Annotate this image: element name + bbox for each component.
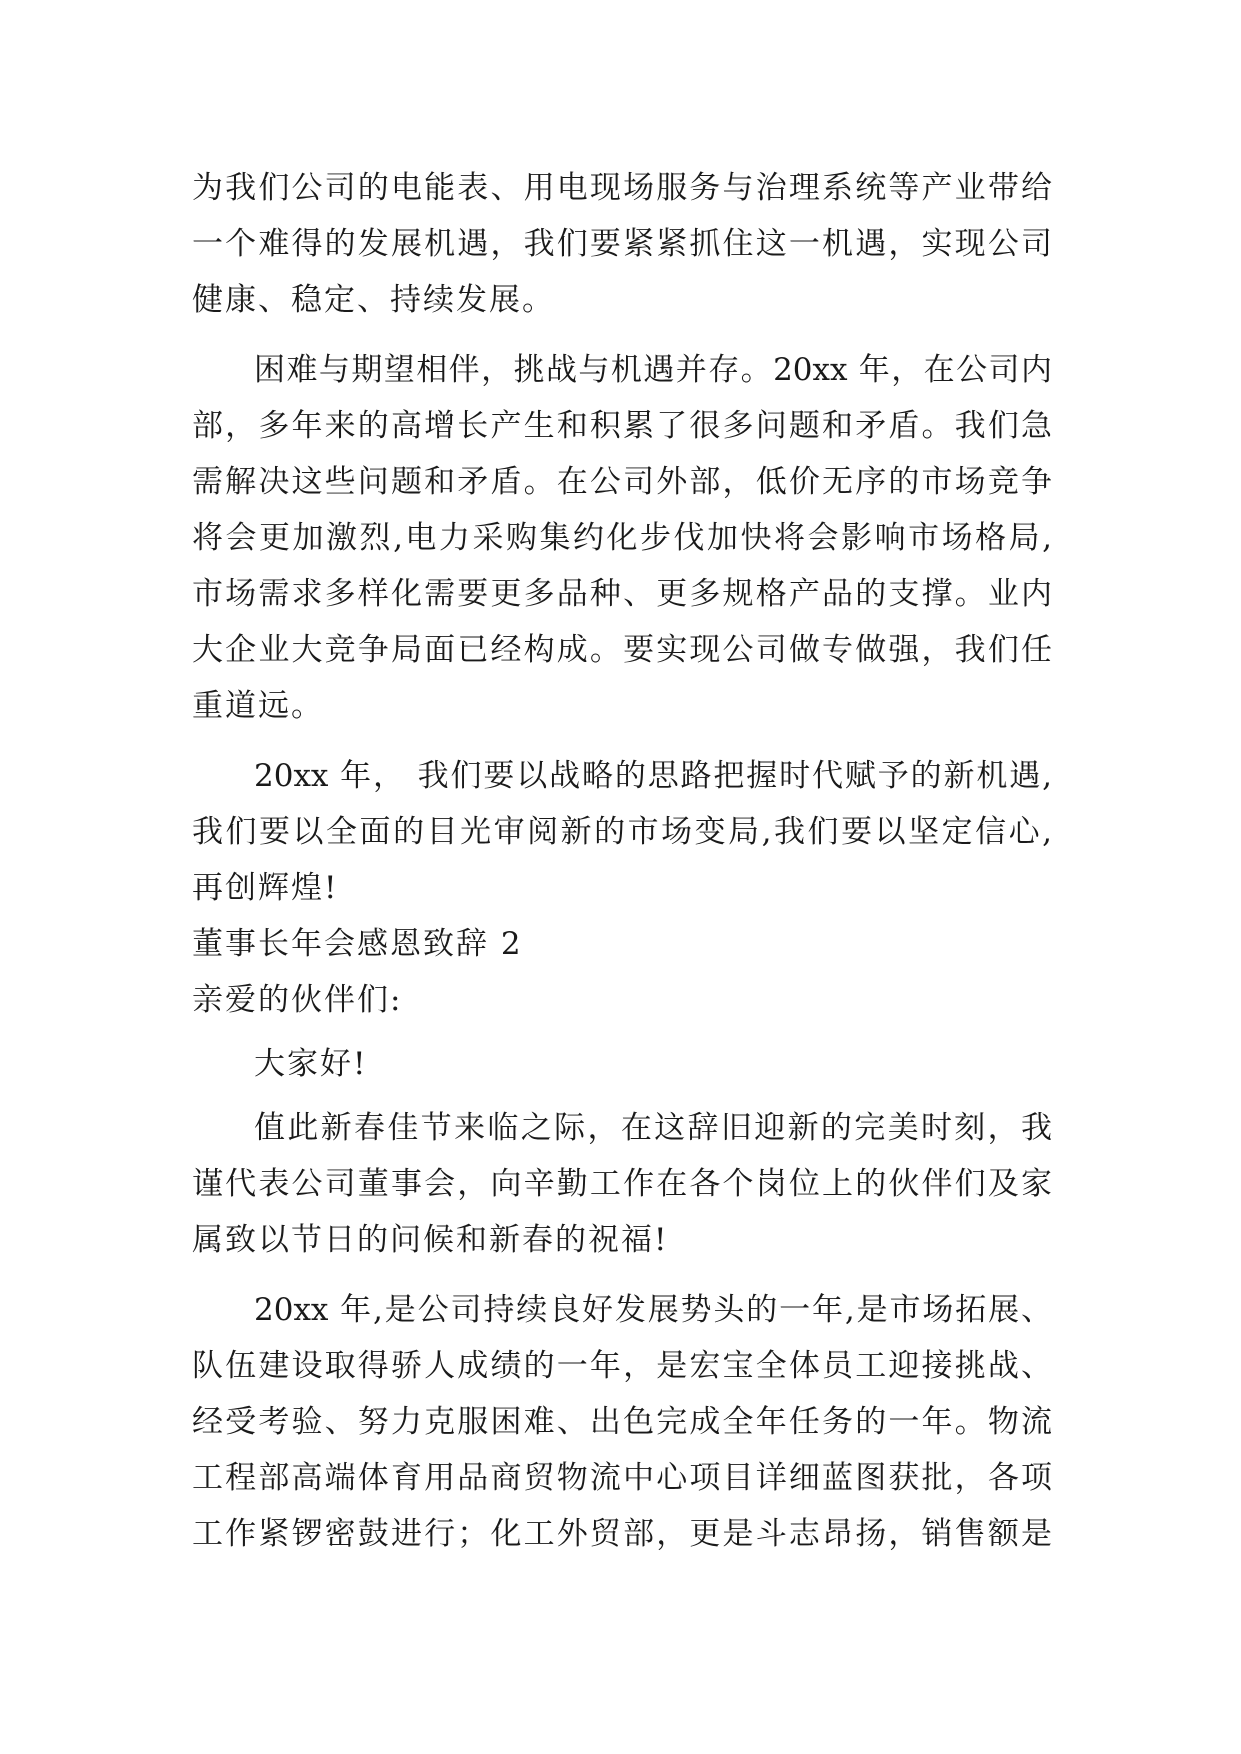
paragraph-4-line-2: 谨代表公司董事会，向辛勤工作在各个岗位上的伙伴们及家: [192, 1166, 1052, 1202]
paragraph-2-line-4: 将会更加激烈,电力采购集约化步伐加快将会影响市场格局,: [192, 520, 1052, 556]
paragraph-2-line-6: 大企业大竞争局面已经构成。要实现公司做专做强，我们任: [192, 632, 1052, 668]
paragraph-5-line-3: 经受考验、努力克服困难、出色完成全年任务的一年。物流: [192, 1404, 1052, 1440]
paragraph-3-line-2: 我们要以全面的目光审阅新的市场变局,我们要以坚定信心,: [192, 814, 1052, 850]
paragraph-1-line-1: 为我们公司的电能表、用电现场服务与治理系统等产业带给: [192, 170, 1052, 206]
paragraph-2-line-1: 困难与期望相伴，挑战与机遇并存。20xx 年，在公司内: [254, 352, 1052, 388]
paragraph-4-line-1: 值此新春佳节来临之际，在这辞旧迎新的完美时刻，我: [254, 1110, 1052, 1146]
greeting: 大家好!: [254, 1046, 368, 1082]
paragraph-5-line-5: 工作紧锣密鼓进行；化工外贸部，更是斗志昂扬，销售额是: [192, 1516, 1052, 1552]
paragraph-3-line-3: 再创辉煌!: [192, 870, 339, 906]
salutation: 亲爱的伙伴们:: [192, 982, 403, 1018]
paragraph-5-line-4: 工程部高端体育用品商贸物流中心项目详细蓝图获批，各项: [192, 1460, 1052, 1496]
paragraph-2-line-2: 部，多年来的高增长产生和积累了很多问题和矛盾。我们急: [192, 408, 1052, 444]
paragraph-3-line-1: 20xx 年， 我们要以战略的思路把握时代赋予的新机遇,: [254, 758, 1052, 794]
paragraph-1-line-2: 一个难得的发展机遇，我们要紧紧抓住这一机遇，实现公司: [192, 226, 1052, 262]
section-heading: 董事长年会感恩致辞 2: [192, 926, 523, 962]
paragraph-4-line-3: 属致以节日的问候和新春的祝福!: [192, 1222, 669, 1258]
paragraph-5-line-2: 队伍建设取得骄人成绩的一年，是宏宝全体员工迎接挑战、: [192, 1348, 1052, 1384]
paragraph-2-line-7: 重道远。: [192, 688, 324, 724]
paragraph-5-line-1: 20xx 年,是公司持续良好发展势头的一年,是市场拓展、: [254, 1292, 1052, 1328]
paragraph-2-line-3: 需解决这些问题和矛盾。在公司外部，低价无序的市场竞争: [192, 464, 1052, 500]
paragraph-1-line-3: 健康、稳定、持续发展。: [192, 282, 555, 318]
paragraph-2-line-5: 市场需求多样化需要更多品种、更多规格产品的支撑。业内: [192, 576, 1052, 612]
